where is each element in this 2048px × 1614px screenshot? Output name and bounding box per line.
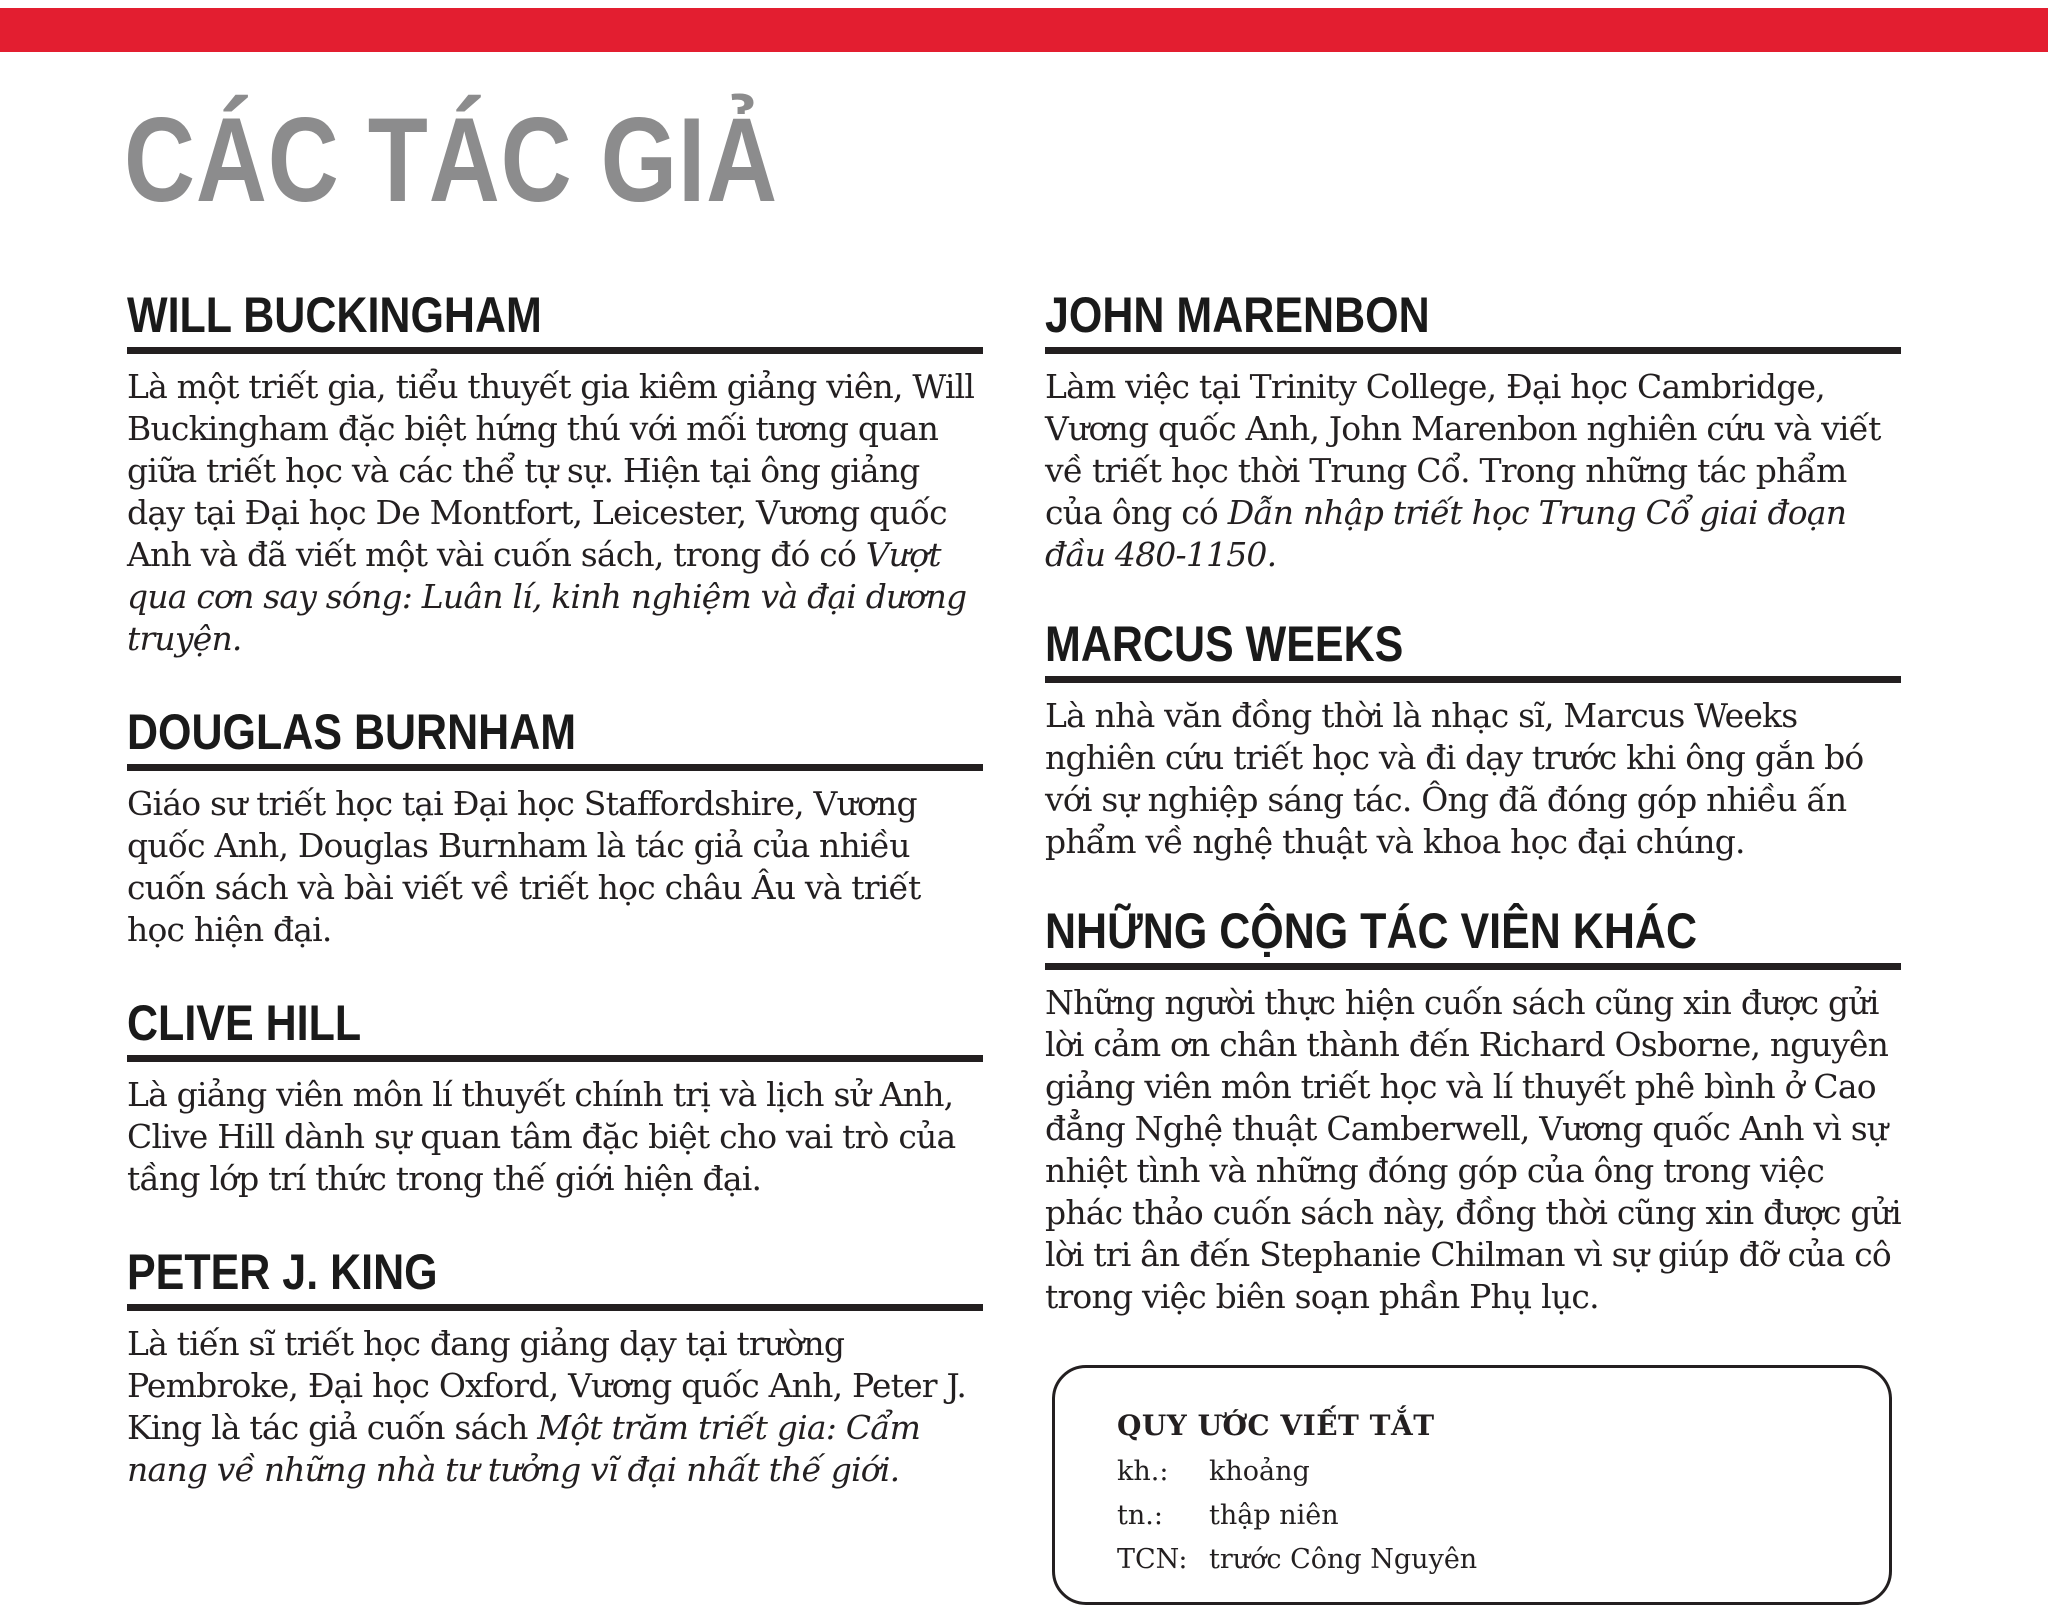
author-bio-text: Là một triết gia, tiểu thuyết gia kiêm giảng viên, Will Buckingham đặc biệt hứng thú với mối tương quan giữa triết học và các thể tự sự. Hiện tại ông giảng dạy tại Đại học De Montfort, Leicester, Vương quốc Anh và đã viết một vài cuốn sách, trong đó có [127,367,975,574]
abbreviation-value: khoảng [1209,1456,1310,1487]
author-bio-text: Làm việc tại Trinity College, Đại học Cambridge, Vương quốc Anh, John Marenbon nghiên cứu và viết về triết học thời Trung Cổ. Trong những tác phẩm của ông có [1045,367,1881,532]
author-section-clive-hill [127,993,983,1200]
author-section-marcus-weeks [1045,614,1901,863]
right-column [1045,285,1901,1356]
author-bio: Giáo sư triết học tại Đại học Staffordshire, Vương quốc Anh, Douglas Burnham là tác giả của nhiều cuốn sách và bài viết về triết học châu Âu và triết học hiện đại. [127,784,921,949]
author-name: MARCUS WEEKS [1045,616,1404,672]
author-bio: Là nhà văn đồng thời là nhạc sĩ, Marcus Weeks nghiên cứu triết học và đi dạy trước khi ông gắn bó với sự nghiệp sáng tác. Ông đã đóng góp nhiều ấn phẩm về nghệ thuật và khoa học đại chúng. [1045,696,1864,861]
section-rule [127,1055,983,1062]
author-name: DOUGLAS BURNHAM [127,704,577,760]
abbreviation-row [1117,1538,1889,1582]
section-rule [1045,347,1901,354]
abbreviation-row [1117,1494,1889,1538]
author-name: JOHN MARENBON [1045,287,1430,343]
author-section-will-buckingham [127,285,983,660]
section-rule [1045,676,1901,683]
author-name: NHỮNG CỘNG TÁC VIÊN KHÁC [1045,903,1698,959]
author-name: WILL BUCKINGHAM [127,287,542,343]
abbreviation-value: trước Công Nguyên [1209,1544,1478,1575]
author-name: CLIVE HILL [127,995,362,1051]
author-name: PETER J. KING [127,1244,438,1300]
author-bio: Những người thực hiện cuốn sách cũng xin được gửi lời cảm ơn chân thành đến Richard Osborne, nguyên giảng viên môn triết học và lí thuyết phê bình ở Cao đẳng Nghệ thuật Camberwell, Vương quốc Anh vì sự nhiệt tình và những đóng góp của ông trong việc phác thảo cuốn sách này, đồng thời cũng xin được gửi lời tri ân đến Stephanie Chilman vì sự giúp đỡ của cô trong việc biên soạn phần Phụ lục. [1045,983,1901,1316]
author-bio [1045,366,1901,576]
abbreviations-title: QUY ƯỚC VIẾT TẮT [1117,1409,1435,1442]
abbreviation-row [1117,1450,1889,1494]
author-bio-text: Là tiến sĩ triết học đang giảng dạy tại trường Pembroke, Đại học Oxford, Vương quốc Anh, Peter J. King là tác giả cuốn sách [127,1324,967,1447]
author-bio-book-title: Vượt qua cơn say sóng: Luân lí, kinh nghiệm và đại dương truyện. [127,535,967,658]
section-rule [127,1304,983,1311]
section-rule [127,347,983,354]
author-section-john-marenbon [1045,285,1901,576]
abbreviations-box [1052,1365,1892,1605]
section-rule [127,764,983,771]
abbreviation-key: kh.: [1117,1456,1169,1487]
author-bio-book-title: Một trăm triết gia: Cẩm nang về những nhà tư tưởng vĩ đại nhất thế giới. [127,1408,921,1489]
author-bio [127,366,983,660]
author-section-peter-j-king [127,1242,983,1491]
author-bio [127,1323,983,1491]
page-title: CÁC TÁC GIẢ [124,93,779,227]
author-section-douglas-burnham [127,702,983,951]
author-bio-book-title: Dẫn nhập triết học Trung Cổ giai đoạn đầu 480-1150. [1045,493,1847,574]
contributors-section [1045,901,1901,1318]
abbreviation-key: TCN: [1117,1544,1188,1575]
author-bio: Là giảng viên môn lí thuyết chính trị và lịch sử Anh, Clive Hill dành sự quan tâm đặc biệt cho vai trò của tầng lớp trí thức trong thế giới hiện đại. [127,1075,956,1198]
abbreviation-key: tn.: [1117,1500,1163,1531]
abbreviation-value: thập niên [1209,1500,1339,1531]
section-rule [1045,963,1901,970]
top-accent-bar [0,8,2048,52]
left-column [127,285,983,1533]
